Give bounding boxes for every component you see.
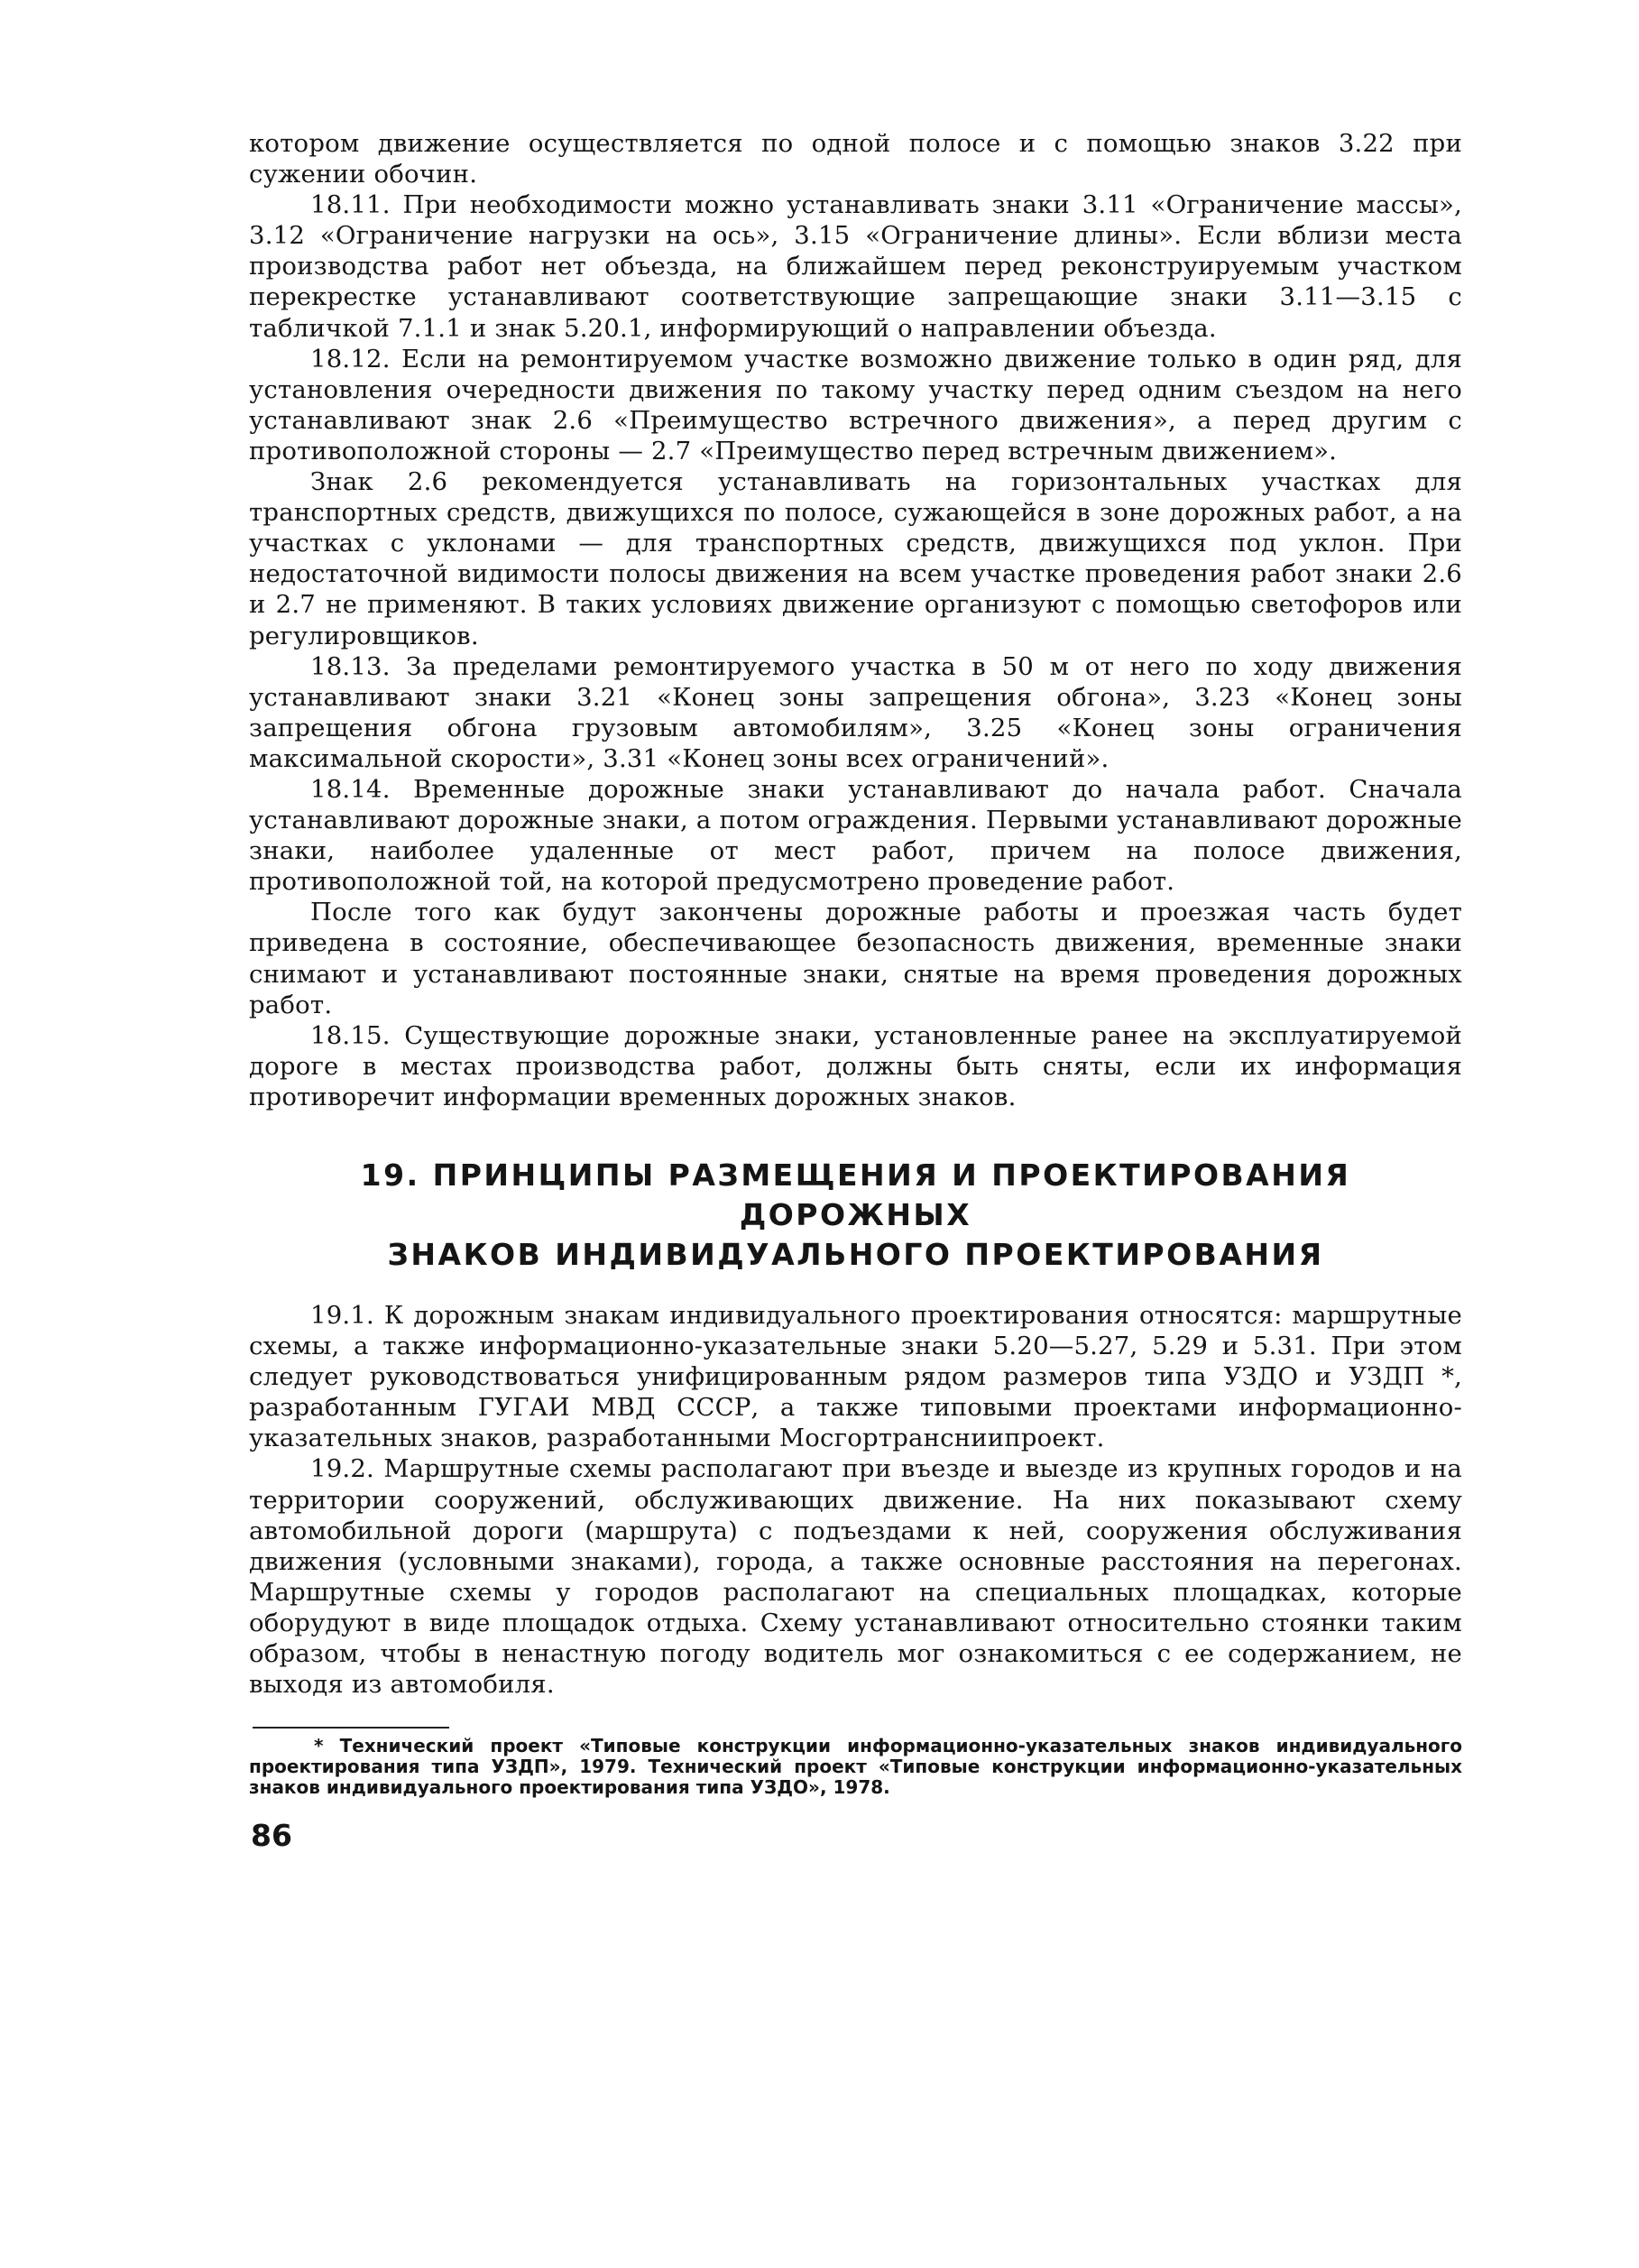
paragraph-after-works: После того как будут закончены дорожные работы и проезжая часть будет приведена в состояние, обеспечивающее безопасность движения, временные знаки снимают и устанавливают постоянные знаки, снятые на время проведения дорожных работ. xyxy=(249,898,1462,1019)
heading-line-2: ЗНАКОВ ИНДИВИДУАЛЬНОГО ПРОЕКТИРОВАНИЯ xyxy=(387,1237,1324,1272)
section-19 xyxy=(249,1300,1462,1700)
paragraph-18-15: 18.15. Существующие дорожные знаки, установленные ранее на эксплуатируемой дороге в местах производства работ, должны быть сняты, если их информация противоречит информации временных дорожных знаков. xyxy=(249,1020,1462,1111)
paragraph-18-11: 18.11. При необходимости можно устанавливать знаки 3.11 «Ограничение массы», 3.12 «Ограничение нагрузки на ось», 3.15 «Ограничение длины». Если вблизи места производства работ нет объезда, на ближайшем перед реконструируемым участком перекрестке устанавливают соответствующие запрещающие знаки 3.11—3.15 с табличкой 7.1.1 и знак 5.20.1, информирующий о направлении объезда. xyxy=(249,190,1462,343)
paragraph-18-13: 18.13. За пределами ремонтируемого участка в 50 м от него по ходу движения устанавливают знаки 3.21 «Конец зоны запрещения обгона», 3.23 «Конец зоны запрещения обгона грузовым автомобилям», 3.25 «Конец зоны ограничения максимальной скорости», 3.31 «Конец зоны всех ограничений». xyxy=(249,651,1462,773)
paragraph-19-2: 19.2. Маршрутные схемы располагают при въезде и выезде из крупных городов и на территории сооружений, обслуживающих движение. На них показывают схему автомобильной дороги (маршрута) с подъездами к ней, сооружения обслуживания движения (условными знаками), города, а также основные расстояния на перегонах. Маршрутные схемы у городов располагают на специальных площадках, которые оборудуют в виде площадок отдыха. Схему устанавливают относительно стоянки таким образом, чтобы в ненастную погоду водитель мог ознакомиться с ее содержанием, не выходя из автомобиля. xyxy=(249,1454,1462,1700)
paragraph-sign-2-6: Знак 2.6 рекомендуется устанавливать на горизонтальных участках для транспортных средств, движущихся по полосе, сужающейся в зоне дорожных работ, а на участках с уклонами — для транспортных средств, движущихся под уклон. При недостаточной видимости полосы движения на всем участке проведения работ знаки 2.6 и 2.7 не применяют. В таких условиях движение организуют с помощью светофоров или регулировщиков. xyxy=(249,467,1462,650)
page-number: 86 xyxy=(251,1818,292,1854)
heading-line-1: 19. ПРИНЦИПЫ РАЗМЕЩЕНИЯ И ПРОЕКТИРОВАНИЯ ДОРОЖНЫХ xyxy=(360,1157,1351,1232)
footnote-separator xyxy=(253,1727,449,1729)
section-18-continued xyxy=(249,128,1462,1112)
paragraph-18-12: 18.12. Если на ремонтируемом участке возможно движение только в один ряд, для установления очередности движения по такому участку перед одним съездом на него устанавливают знак 2.6 «Преимущество встречного движения», а перед другим с противоположной стороны — 2.7 «Преимущество перед встречным движением». xyxy=(249,344,1462,466)
section-19-heading xyxy=(249,1156,1462,1275)
document-page xyxy=(249,128,1462,1853)
paragraph-19-1: 19.1. К дорожным знакам индивидуального проектирования относятся: маршрутные схемы, а также информационно-указательные знаки 5.20—5.27, 5.29 и 5.31. При этом следует руководствоваться унифицированным рядом размеров типа УЗДО и УЗДП *, разработанным ГУГАИ МВД СССР, а также типовыми проектами информационно-указательных знаков, разработанными Мосгортрансниипроект. xyxy=(249,1301,1462,1453)
paragraph-18-14: 18.14. Временные дорожные знаки устанавливают до начала работ. Сначала устанавливают дорожные знаки, а потом ограждения. Первыми устанавливают дорожные знаки, наиболее удаленные от мест работ, причем на полосе движения, противоположной той, на которой предусмотрено проведение работ. xyxy=(249,774,1462,897)
paragraph-continuation: котором движение осуществляется по одной полосе и с помощью знаков 3.22 при сужении обочин. xyxy=(249,129,1462,189)
footnote: * Технический проект «Типовые конструкции информационно-указательных знаков индивидуального проектирования типа УЗДП», 1979. Технический проект «Типовые конструкции информационно-указательных знаков индивидуального проектирования типа УЗДО», 1978. xyxy=(249,1735,1462,1799)
